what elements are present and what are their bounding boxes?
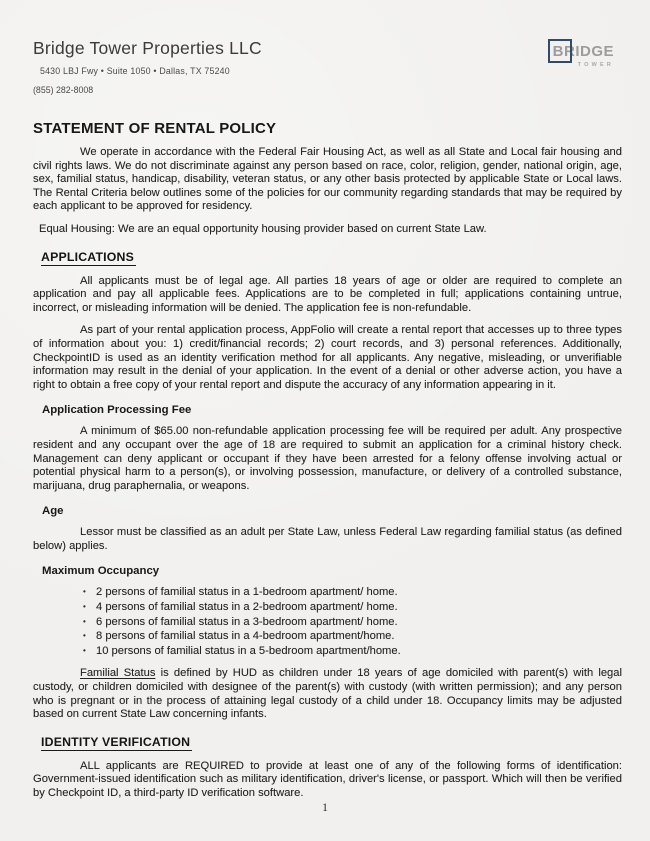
processing-fee-paragraph: A minimum of $65.00 non-refundable application processing fee will be required per adult. Any prospective resident and any occupant over the age of 18 are required to submit an application for a criminal history check. Management can deny applicant or occupant if they have been arrested for a felony offense involving actual or potential physical harm to a person(s), or involving possession, manufacture, or delivery of a controlled substance, marijuana, drug paraphernalia, or weapons. <box>33 425 622 492</box>
section-heading-identity-verification: IDENTITY VERIFICATION <box>41 734 191 749</box>
occupancy-item-2br: • 4 persons of familial status in a 2-bedroom apartment/ home. <box>96 600 622 615</box>
logo-word-bottom: TOWER <box>577 62 614 68</box>
logo-wordmark <box>548 40 616 62</box>
page-number: 1 <box>322 800 328 814</box>
company-name: Bridge Tower Properties LLC <box>33 38 262 58</box>
page-title: STATEMENT OF RENTAL POLICY <box>33 120 277 137</box>
familial-status-definition: is defined by HUD as children under 18 years of age domiciled with parent(s) with legal custody, or children domiciled with designee of the parent(s) with custody (with written permission); and any person who is pregnant or in the process of attaining legal custody of a child under 18. Occupancy limits may be adjusted based on current State Law concerning infants. <box>33 667 622 721</box>
subheading-application-processing-fee: Application Processing Fee <box>42 404 192 417</box>
occupancy-item-4br: • 8 persons of familial status in a 4-bedroom apartment/home. <box>96 629 622 644</box>
age-paragraph: Lessor must be classified as an adult per State Law, unless Federal Law regarding familial status (as defined below) applies. <box>33 526 622 552</box>
applications-paragraph-1: All applicants must be of legal age. All parties 18 years of age or older are required to complete an application and pay all applicable fees. Applications are to be completed in full; applications containing untrue, incorrect, or misleading information will be denied. The application fee is non-refundable. <box>33 274 622 314</box>
subheading-age: Age <box>42 505 64 518</box>
section-heading-applications: APPLICATIONS <box>41 249 135 264</box>
equal-housing-line: Equal Housing: We are an equal opportunity housing provider based on current State Law. <box>39 222 487 235</box>
company-logo <box>542 40 616 68</box>
company-phone: (855) 282-8008 <box>33 85 94 95</box>
letterhead <box>33 38 622 104</box>
familial-status-term: Familial Status <box>80 667 156 680</box>
company-address: 5430 LBJ Fwy • Suite 1050 • Dallas, TX 75240 <box>40 66 230 76</box>
familial-status-paragraph <box>33 667 622 721</box>
occupancy-list <box>33 585 622 658</box>
occupancy-item-3br: • 6 persons of familial status in a 3-bedroom apartment/ home. <box>96 615 622 630</box>
occupancy-item-5br: • 10 persons of familial status in a 5-bedroom apartment/home. <box>96 644 622 659</box>
logo-word-top: BRIDGE <box>552 43 614 60</box>
subheading-maximum-occupancy: Maximum Occupancy <box>42 565 160 578</box>
identity-verification-paragraph: ALL applicants are REQUIRED to provide at least one of any of the following forms of identification: Government-issued identification such as military identification, driver's license, or passport. Which will then be verified by Checkpoint ID, a third-party ID verification software. <box>33 759 622 799</box>
intro-paragraph: We operate in accordance with the Federal Fair Housing Act, as well as all State and Local fair housing and civil rights laws. We do not discriminate against any person based on race, color, religion, gender, national origin, age, sex, familial status, handicap, disability, veteran status, or any other basis protected by applicable State or Local laws. The Rental Criteria below outlines some of the policies for our community regarding standards that may be required by each applicant to be approved for residency. <box>33 146 622 213</box>
occupancy-item-1br: • 2 persons of familial status in a 1-bedroom apartment/ home. <box>96 585 622 600</box>
applications-paragraph-2: As part of your rental application process, AppFolio will create a rental report that accesses up to three types of information about you: 1) credit/financial records; 2) court records, and 3) personal references. Additionally, CheckpointID is used as an identity verification method for all applicants. Any negative, misleading, or unverifiable information may result in the denial of your application. In the event of a denial or other adverse action, you have a right to obtain a free copy of your rental report and dispute the accuracy of any information appearing in it. <box>33 324 622 391</box>
logo-square-icon <box>548 39 572 63</box>
